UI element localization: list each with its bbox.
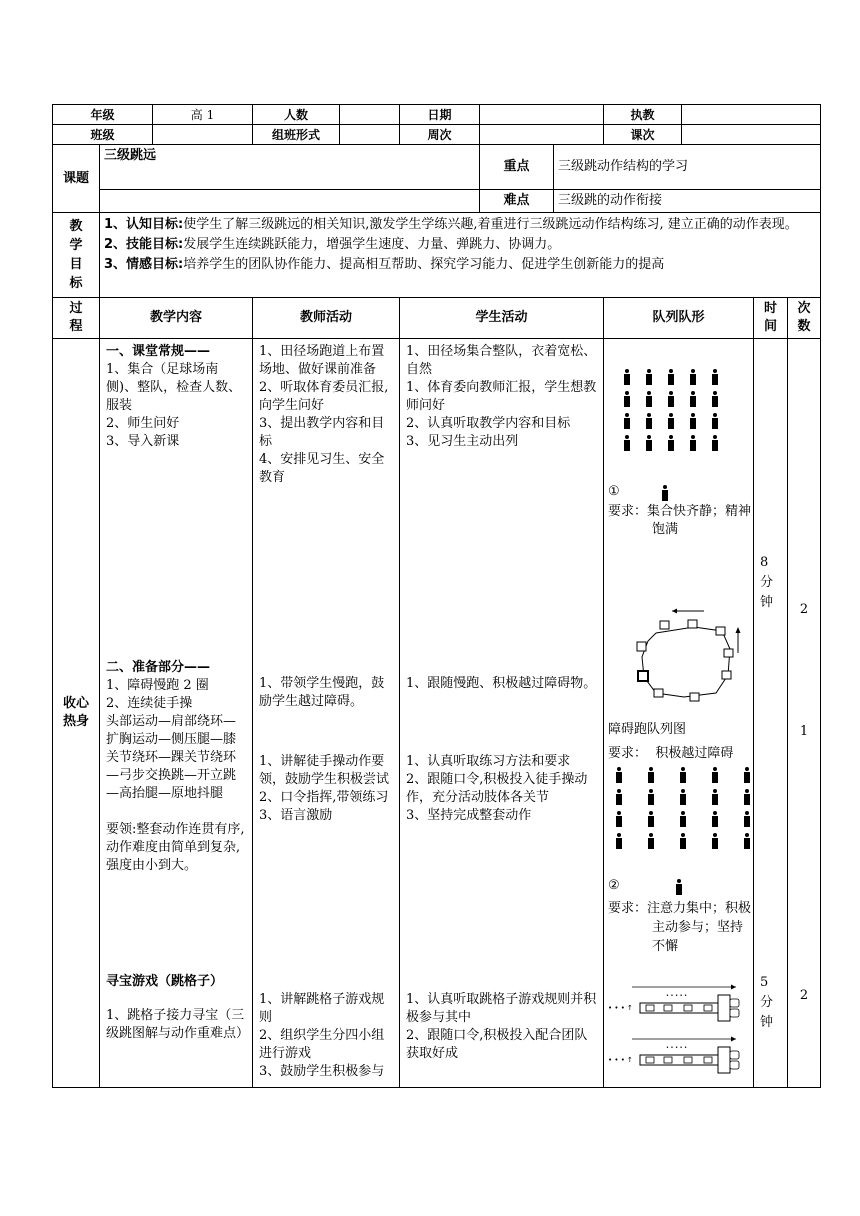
text-line: 3、语言激励 (259, 808, 333, 823)
topic-row (53, 145, 821, 190)
student-icon (646, 369, 652, 385)
text-line: 1、带领学生慢跑，鼓励学生越过障碍。 (259, 676, 385, 709)
student-icon (624, 391, 630, 407)
svg-text:• • • • •: • • • • • (666, 993, 688, 999)
text-line: 2、连续徒手操 (106, 696, 193, 711)
hopscotch-diagram (606, 981, 766, 1087)
class-value (153, 125, 253, 145)
student-icon (648, 767, 654, 783)
text-line: 要领:整套动作连贯有序,动作难度由简单到复杂,强度由小到大。 (106, 822, 245, 873)
grouping-label: 组班形式 (253, 125, 340, 145)
content-block-1 (106, 343, 248, 451)
text-line: 1、障碍慢跑 2 圈 (106, 678, 209, 693)
text-line: 二、准备部分—— (106, 660, 211, 675)
header-row-2 (53, 125, 821, 145)
text-line: 1、讲解跳格子游戏规则 (259, 992, 385, 1025)
student-icon (616, 789, 622, 805)
student-icon (712, 811, 718, 827)
time-1: 8 分钟 (760, 555, 774, 610)
goal-3: 3、情感目标:培养学生的团队协作能力、提高相互帮助、探究学习能力、促进学生创新能力的提高 (104, 257, 665, 272)
content-cell (100, 339, 253, 1088)
svg-text:• • • ↑: • • • ↑ (608, 1056, 633, 1064)
text-line: 1、田径场集合整队，衣着宽松、自然 (406, 344, 597, 377)
text-line: 1、跟随慢跑、积极越过障碍物。 (406, 676, 597, 691)
week-value (480, 125, 604, 145)
text-line: 3、鼓励学生积极参与 (259, 1064, 385, 1079)
text-line: 2、口令指挥,带领练习 (259, 790, 389, 805)
obstacle-caption: 障碍跑队列图 (608, 722, 687, 737)
text-line: 2、组织学生分四小组进行游戏 (259, 1028, 385, 1061)
student-icon (712, 369, 718, 385)
student-icon (712, 767, 718, 783)
formation-cell (604, 339, 754, 1088)
class-label: 班级 (53, 125, 153, 145)
obstacle-run-diagram (634, 605, 754, 711)
teacher-icon-2 (676, 879, 682, 895)
student-cell (400, 339, 604, 1088)
student-icon (744, 833, 750, 849)
student-icon (646, 391, 652, 407)
text-line: 3、见习生主动出列 (406, 434, 519, 449)
svg-text:• • • • •: • • • • • (666, 1045, 688, 1051)
column-header-row (53, 298, 821, 339)
teacher-block-1 (259, 343, 395, 487)
people-label: 人数 (253, 105, 340, 125)
goal-2: 2、技能目标:发展学生连续跳跃能力，增强学生速度、力量、弹跳力、协调力。 (104, 237, 561, 252)
col-time: 时间 (754, 298, 788, 339)
goals-label (53, 213, 100, 298)
col-process: 过程 (53, 298, 100, 339)
text-line: 1、田径场跑道上布置场地、做好课前准备 (259, 344, 385, 377)
hopscotch-lane-2 (608, 1037, 739, 1074)
teacher-icon-1 (662, 485, 668, 501)
student-icon (680, 789, 686, 805)
text-line: 2、跟随口令,积极投入徒手操动作，充分活动肢体各关节 (406, 772, 588, 805)
text-line: 2、听取体育委员汇报,向学生问好 (259, 380, 389, 413)
teacher-block-3 (259, 753, 395, 825)
section-row (53, 339, 821, 1088)
formation-req-2: 要求： 积极越过障碍 (608, 746, 734, 761)
date-value (480, 105, 604, 125)
col-formation: 队列队形 (604, 298, 754, 339)
difficulty-label: 难点 (480, 190, 554, 213)
topic-label: 课题 (53, 145, 100, 213)
text-line: 头部运动—肩部绕环—扩胸运动—侧压腿—膝关节绕环—踝关节绕环—弓步交换跳—开立跳—高抬腿—原地抖腿 (106, 714, 237, 801)
formation-req-3: 要求：注意力集中；积极主动参与；坚持不懈 (608, 901, 752, 954)
topic-value: 三级跳远 (100, 145, 480, 190)
student-icon (680, 811, 686, 827)
count-3: 2 (799, 988, 809, 1003)
student-icon (668, 391, 674, 407)
student-icon (712, 833, 718, 849)
student-icon (624, 413, 630, 429)
week-label: 周次 (400, 125, 480, 145)
text-line: 1、集合（足球场南侧)、整队，检查人数、服装 (106, 362, 242, 413)
text-line: 1、跳格子接力寻宝（三级跳图解与动作重难点） (106, 1008, 250, 1041)
formation-req-1: 要求：集合快齐静；精神饱满 (608, 504, 752, 537)
content-block-2 (106, 659, 248, 875)
grade-value: 高 1 (153, 105, 253, 125)
goals-content (100, 213, 821, 298)
count-1: 2 (799, 602, 809, 617)
text-line: 2、师生问好 (106, 416, 180, 431)
col-count: 次数 (788, 298, 821, 339)
content-block-3 (106, 1007, 248, 1043)
student-icon (616, 767, 622, 783)
student-icon (680, 767, 686, 783)
student-icon (690, 391, 696, 407)
text-line: 一、课堂常规—— (106, 344, 211, 359)
teacher-position-2: ② (608, 878, 620, 893)
student-icon (690, 435, 696, 451)
lesson-plan-table (52, 104, 821, 1088)
student-icon (616, 833, 622, 849)
student-block-4 (406, 991, 599, 1063)
student-icon (648, 833, 654, 849)
count-2: 1 (799, 724, 809, 739)
text-line: 3、提出教学内容和目标 (259, 416, 385, 449)
teacher-position-1: ① (608, 484, 620, 499)
student-icon (712, 789, 718, 805)
teacher-block-2 (259, 675, 395, 711)
lesson-value (682, 125, 821, 145)
teacher-label: 执教 (604, 105, 682, 125)
people-value (340, 105, 400, 125)
student-icon (624, 435, 630, 451)
student-icon (668, 369, 674, 385)
goal-1: 1、认知目标:使学生了解三级跳远的相关知识,激发学生学练兴趣,着重进行三级跳远动作结构练习, 建立正确的动作表现。 (104, 217, 798, 232)
student-icon (744, 767, 750, 783)
student-icon (648, 789, 654, 805)
student-icon (712, 391, 718, 407)
student-icon (690, 369, 696, 385)
student-icon (646, 435, 652, 451)
goals-row (53, 213, 821, 298)
lesson-label: 课次 (604, 125, 682, 145)
focus-label: 重点 (480, 145, 554, 190)
col-student: 学生活动 (400, 298, 604, 339)
header-row-1 (53, 105, 821, 125)
col-teacher: 教师活动 (253, 298, 400, 339)
section-name: 收心热身 (53, 339, 100, 1088)
text-line: 1、讲解徒手操动作要领，鼓励学生积极尝试 (259, 754, 390, 787)
student-block-3 (406, 753, 599, 825)
game-title: 寻宝游戏（跳格子） (106, 974, 224, 989)
student-icon (712, 435, 718, 451)
time-cell (754, 339, 788, 1088)
count-cell (788, 339, 821, 1088)
difficulty-value: 三级跳的动作衔接 (554, 190, 821, 213)
goals-label-text: 教学目标 (69, 219, 83, 291)
student-icon (624, 369, 630, 385)
student-icon (712, 413, 718, 429)
difficulty-row (53, 190, 821, 213)
time-2: 5 分钟 (760, 975, 774, 1030)
formation-grid-1 (624, 369, 724, 455)
text-line: 2、跟随口令,积极投入配合团队获取好成 (406, 1028, 588, 1061)
text-line: 3、导入新课 (106, 434, 180, 449)
text-line: 1、认真听取跳格子游戏规则并积极参与其中 (406, 992, 597, 1025)
student-icon (744, 811, 750, 827)
grade-label: 年级 (53, 105, 153, 125)
teacher-cell (253, 339, 400, 1088)
col-content: 教学内容 (100, 298, 253, 339)
student-icon (616, 811, 622, 827)
hopscotch-lane-1 (608, 985, 739, 1022)
text-line: 1、体育委向教师汇报，学生想教师问好 (406, 380, 597, 413)
text-line: 3、坚持完成整套动作 (406, 808, 532, 823)
topic-blank (100, 190, 480, 213)
student-icon (648, 811, 654, 827)
student-block-1 (406, 343, 599, 451)
text-line: 4、安排见习生、安全教育 (259, 452, 385, 485)
student-icon (690, 413, 696, 429)
grouping-value (340, 125, 400, 145)
text-line: 2、认真听取教学内容和目标 (406, 416, 571, 431)
focus-value: 三级跳动作结构的学习 (554, 145, 821, 190)
date-label: 日期 (400, 105, 480, 125)
svg-text:• • • ↑: • • • ↑ (608, 1004, 633, 1012)
teacher-block-4 (259, 991, 395, 1081)
teacher-value (682, 105, 821, 125)
student-icon (744, 789, 750, 805)
student-icon (668, 413, 674, 429)
student-block-2 (406, 675, 599, 693)
formation-grid-2 (616, 767, 756, 847)
student-icon (668, 435, 674, 451)
text-line: 1、认真听取练习方法和要求 (406, 754, 571, 769)
student-icon (680, 833, 686, 849)
student-icon (646, 413, 652, 429)
